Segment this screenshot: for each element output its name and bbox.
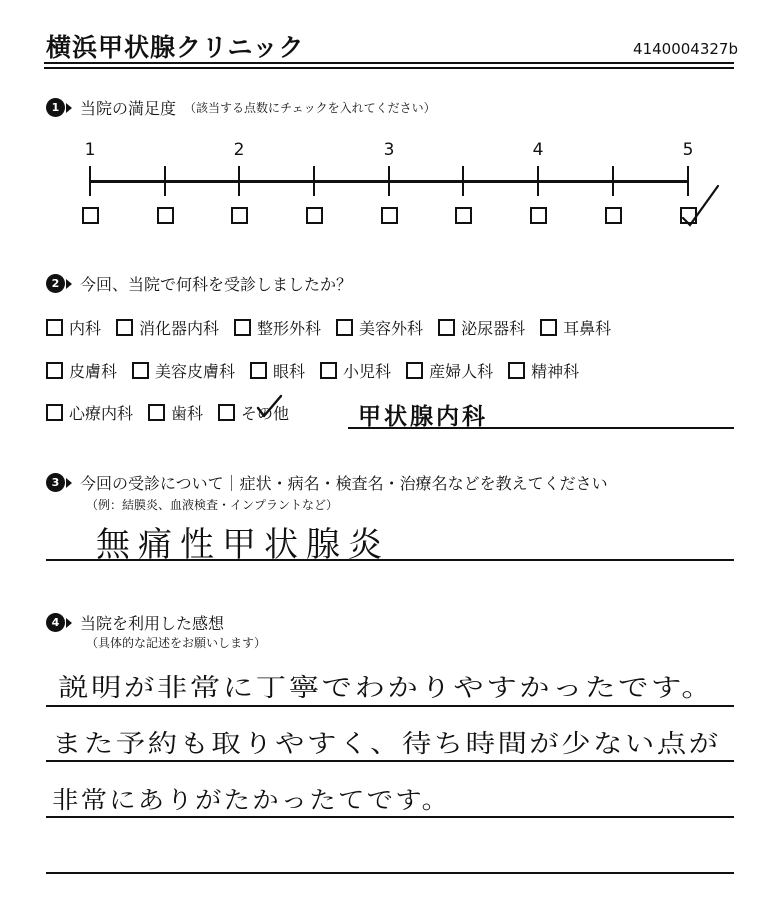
q1-heading	[46, 96, 436, 119]
option-ophthalmology[interactable]: 眼科	[250, 359, 305, 382]
other-specialty-handwritten: 甲状腺内科	[358, 403, 488, 430]
checkbox[interactable]	[406, 362, 423, 379]
score-checkbox-4-5[interactable]	[605, 207, 622, 224]
scale-label-2: 2	[233, 140, 245, 160]
q2-arrow-icon	[66, 279, 72, 289]
scale-label-3: 3	[383, 140, 395, 160]
q1-arrow-icon	[66, 103, 72, 113]
score-5-checkmark-icon	[680, 182, 722, 232]
score-checkbox-1-5[interactable]	[157, 207, 174, 224]
scale-tick	[537, 166, 539, 196]
q3-arrow-icon	[66, 478, 72, 488]
checkbox[interactable]	[132, 362, 149, 379]
scale-label-5: 5	[682, 140, 694, 160]
q4-title: 当院を利用した感想	[80, 614, 225, 633]
checkbox[interactable]	[116, 319, 133, 336]
option-urology[interactable]: 泌尿器科	[438, 316, 525, 339]
other-write-line	[348, 427, 734, 429]
option-orthopedics[interactable]: 整形外科	[234, 316, 321, 339]
q4-handwritten-line-1: 説明が非常に丁寧でわかりやすかったです。	[58, 673, 715, 702]
q1-note: （該当する点数にチェックを入れてください）	[184, 101, 436, 115]
q3-heading	[46, 471, 608, 494]
scale-tick	[164, 166, 166, 196]
q1-number-badge: 1	[46, 98, 65, 117]
q3-number-badge: 3	[46, 473, 65, 492]
score-checkbox-1[interactable]	[82, 207, 99, 224]
q3-handwritten-answer: 無痛性甲状腺炎	[96, 525, 390, 565]
q2-options-row-2	[46, 359, 579, 382]
q4-instruction-note: （具体的な記述をお願いします）	[86, 636, 267, 650]
q4-number-badge: 4	[46, 613, 65, 632]
option-dentistry[interactable]: 歯科	[148, 401, 203, 424]
checkbox[interactable]	[234, 319, 251, 336]
checkbox[interactable]	[508, 362, 525, 379]
checkbox[interactable]	[320, 362, 337, 379]
option-internal-medicine[interactable]: 内科	[46, 316, 101, 339]
scale-tick	[612, 166, 614, 196]
scale-label-4: 4	[532, 140, 544, 160]
checkbox[interactable]	[148, 404, 165, 421]
option-dermatology[interactable]: 皮膚科	[46, 359, 117, 382]
q4-arrow-icon	[66, 618, 72, 628]
checkbox[interactable]	[540, 319, 557, 336]
option-obstetrics-gynecology[interactable]: 産婦人科	[406, 359, 493, 382]
scale-tick	[89, 166, 91, 196]
q3-write-line	[46, 559, 734, 561]
option-psychosomatic-medicine[interactable]: 心療内科	[46, 401, 133, 424]
score-checkbox-2-5[interactable]	[306, 207, 323, 224]
q4-write-line-4	[46, 872, 734, 874]
option-other[interactable]: その他	[218, 401, 289, 424]
q3-title: 今回の受診について｜症状・病名・検査名・治療名などを教えてください	[80, 474, 608, 493]
q4-write-line-3	[46, 816, 734, 818]
option-cosmetic-surgery[interactable]: 美容外科	[336, 316, 423, 339]
q4-handwritten-line-3: 非常にありがたかったてです。	[52, 786, 451, 814]
option-psychiatry[interactable]: 精神科	[508, 359, 579, 382]
scale-tick	[238, 166, 240, 196]
checkbox[interactable]	[46, 362, 63, 379]
score-checkbox-4[interactable]	[530, 207, 547, 224]
score-checkbox-3[interactable]	[381, 207, 398, 224]
form-id: 4140004327b	[633, 40, 738, 58]
q2-options-row-1	[46, 316, 611, 339]
header-rule-top	[44, 62, 734, 64]
q4-heading	[46, 611, 224, 634]
checkbox[interactable]	[46, 404, 63, 421]
clinic-title: 横浜甲状腺クリニック	[46, 33, 305, 62]
q4-write-line-2	[46, 760, 734, 762]
option-ent[interactable]: 耳鼻科	[540, 316, 611, 339]
q2-number-badge: 2	[46, 274, 65, 293]
score-checkbox-3-5[interactable]	[455, 207, 472, 224]
q2-title: 今回、当院で何科を受診しましたか？	[80, 275, 353, 294]
score-checkbox-2[interactable]	[231, 207, 248, 224]
scale-label-1: 1	[84, 140, 96, 160]
q4-handwritten-line-2: また予約も取りやすく、待ち時間が少ない点が	[52, 729, 721, 758]
checkbox[interactable]	[46, 319, 63, 336]
option-pediatrics[interactable]: 小児科	[320, 359, 391, 382]
option-cosmetic-dermatology[interactable]: 美容皮膚科	[132, 359, 235, 382]
header-rule-bottom	[44, 67, 734, 69]
option-gastroenterology[interactable]: 消化器内科	[116, 316, 219, 339]
scale-tick	[462, 166, 464, 196]
other-checkmark-icon	[255, 394, 285, 424]
checkbox[interactable]	[336, 319, 353, 336]
q4-write-line-1	[46, 705, 734, 707]
q2-heading	[46, 272, 352, 295]
scale-tick	[388, 166, 390, 196]
checkbox[interactable]	[438, 319, 455, 336]
checkbox[interactable]	[250, 362, 267, 379]
scale-tick	[313, 166, 315, 196]
q1-title: 当院の満足度	[80, 99, 177, 118]
q3-example-note: （例：結膜炎、血液検査・インプラントなど）	[86, 498, 339, 512]
checkbox[interactable]	[218, 404, 235, 421]
